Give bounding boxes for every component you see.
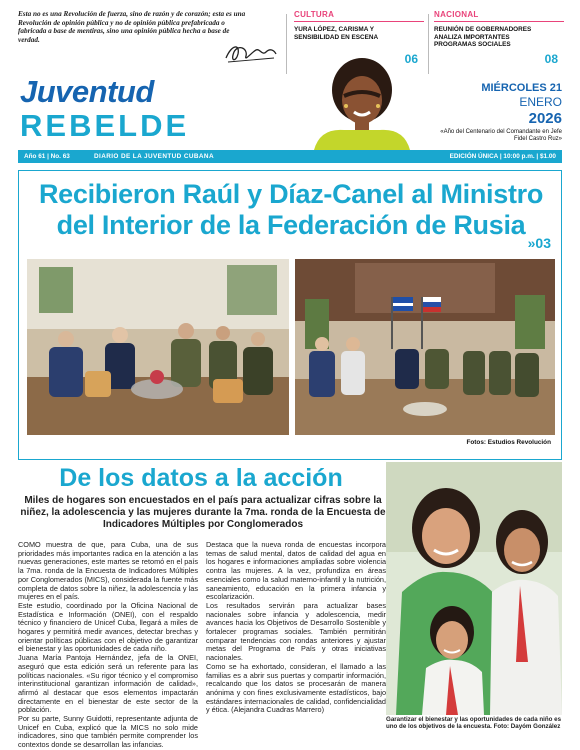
meeting-photo-left	[27, 259, 289, 435]
date-year: 2026	[528, 110, 562, 127]
teaser-text: REUNIÓN DE GOBERNADORES ANALIZA IMPORTANTES PROGRAMAS SOCIALES	[434, 26, 532, 49]
photo-credit: Fotos: Estudios Revolución	[466, 439, 551, 446]
top-header	[18, 10, 562, 72]
second-headline[interactable]: De los datos a la acción	[59, 464, 343, 492]
teaser-page: 06	[404, 52, 418, 66]
tagline: DIARIO DE LA JUVENTUD CUBANA	[94, 153, 214, 160]
lead-story[interactable]	[18, 170, 562, 460]
masthead-word-rebelde: REBELDE	[20, 108, 190, 143]
date-weekday: MIÉRCOLES 21	[481, 82, 562, 94]
paragraph: Los resultados servirán para actualizar bases nacionales sobre infancia y adolescencia, medir avances hacia los Objetivos de Desarrollo Sostenible y fortalecer programas sociales. También permitirán comparar tendencias con rondas anteriores y ajustar metas del Programa de País y otras iniciativas nacionales.	[206, 600, 386, 663]
masthead-band	[18, 150, 562, 163]
teaser-section: CULTURA	[294, 10, 335, 19]
header-divider	[286, 14, 287, 74]
signature-image	[222, 38, 280, 68]
lead-headline[interactable]: Recibieron Raúl y Díaz-Canel al Ministro del Interior de la Federación de Rusia	[38, 179, 544, 240]
paragraph: Este estudio, coordinado por la Oficina Nacional de Estadística e Información (ONEI), con el respaldo técnico y financiero de Unicef Cuba, llegará a miles de hogares y permitirá medir avances, detectar brechas y orientar políticas públicas con el objetivo de garantizar el bienestar y las oportunidades de cada niño.	[18, 600, 198, 654]
paragraph: Como se ha exhortado, consideran, el llamado a las familias es a abrir sus puertas y compartir información, recalcando que los datos se procesarán de manera anónima y con fines exclusivamente estadísticos, bajo estándares internacionales de calidad, confidencialidad y ética. (Alejandra Cuadras Marrero)	[206, 661, 386, 715]
article-column-2	[206, 541, 386, 715]
schoolgirls-photo	[386, 462, 562, 715]
masthead-word-juventud: Juventud	[20, 74, 154, 109]
header-divider	[428, 14, 429, 74]
teaser-rule	[434, 21, 564, 22]
paragraph: Juana María Pantoja Hernández, jefa de la ONEI, aseguró que esta edición será un referente para las políticas nacionales. «Su rigor técnico y el compromiso interinstitucional garantizan información de calidad», afirmó al destacar que esos elementos impactarán directamente en el bienestar de este sector de la población.	[18, 653, 198, 715]
year-motto: «Año del Centenario del Comandante en Jefe Fidel Castro Ruz»	[440, 129, 562, 142]
paragraph: Por su parte, Sunny Guidotti, representante adjunta de Unicef en Cuba, explicó que la MICS no solo mide indicadores, sino que también permite comprender los contextos donde se desarrollan las infancias.	[18, 714, 198, 750]
teaser-page: 08	[544, 52, 558, 66]
teaser-rule	[294, 21, 424, 22]
issue-date	[438, 82, 562, 143]
meeting-photo-right	[295, 259, 555, 435]
page-jump[interactable]: »03	[527, 235, 551, 251]
fidel-quote: Esta no es una Revolución de fuerza, sino de razón y de corazón; esta es una Revolución de opinión pública y no de opinión pública prefabricada o fabricada a base de mentiras, sino una opinión pública hecha a base de verdad.	[18, 10, 246, 44]
second-subhead: Miles de hogares son encuestados en el país para actualizar cifras sobre la niñez, la adolescencia y las mujeres durante la 7ma. ronda de la Encuesta de Indicadores Múltiples por Conglomerados	[20, 495, 386, 530]
yura-lopez-portrait	[300, 58, 422, 150]
paragraph: COMO muestra de que, para Cuba, una de sus prioridades más importantes radica en la atención a las nuevas generaciones, este martes se retomó en el país la 7ma. ronda de la Encuesta de Indicadores Múltiples por Conglomerados (MICS), considerada la fuente más completa de datos sobre la niñez, la adolescencia y las mujeres en el país.	[18, 540, 198, 602]
teaser-nacional[interactable]	[434, 10, 564, 72]
paragraph: Destaca que la nueva ronda de encuestas incorpora temas de salud mental, datos de calidad del agua en los hogares e informaciones ampliadas sobre violencia contra las mujeres. A la vez, profundiza en áreas esenciales como la salud materno-infantil y la nutrición, saneamiento, educación en la primera infancia y escolarización.	[206, 540, 386, 602]
teaser-text: YURA LÓPEZ, CARISMA Y SENSIBILIDAD EN ESCENA	[294, 26, 379, 41]
masthead[interactable]	[18, 72, 318, 148]
photo-caption: Garantizar el bienestar y las oportunidades de cada niño es uno de los objetivos de la encuesta. Foto: Dayóm González	[386, 716, 562, 731]
date-month: ENERO	[519, 95, 562, 109]
edition-info: EDICIÓN ÚNICA | 10:00 p.m. | $1.00	[449, 153, 556, 160]
issue-number: Año 61 | No. 63	[24, 153, 70, 160]
teaser-section: NACIONAL	[434, 10, 479, 19]
article-column-1	[18, 541, 198, 750]
